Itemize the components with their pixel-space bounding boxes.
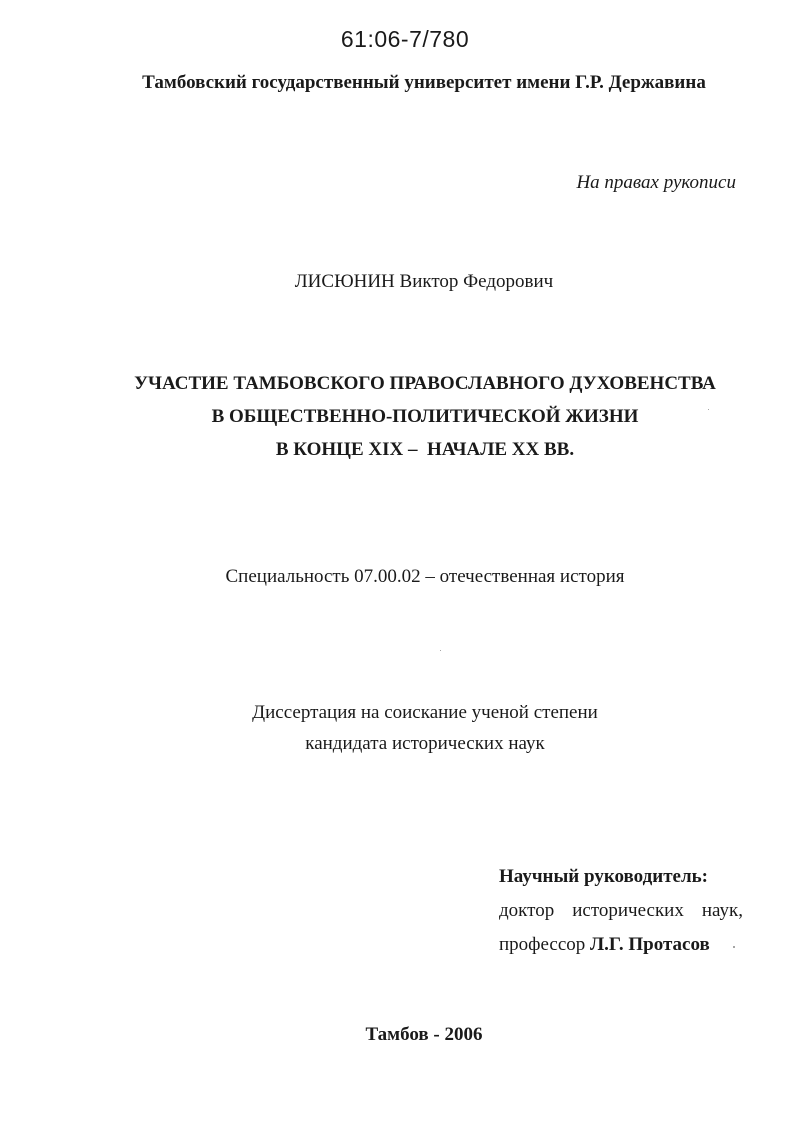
dissertation-title bbox=[0, 367, 798, 466]
supervisor-position-line bbox=[499, 928, 743, 962]
degree-statement-line-2: кандидата исторических наук bbox=[305, 733, 545, 754]
degree-statement bbox=[0, 697, 798, 759]
supervisor-block bbox=[499, 860, 743, 962]
supervisor-degree: доктор исторических наук, bbox=[499, 900, 743, 921]
scan-speck bbox=[708, 409, 709, 410]
university-name: Тамбовский государственный университет имени Г.Р. Державина bbox=[142, 72, 706, 93]
title-line-1: УЧАСТИЕ ТАМБОВСКОГО ПРАВОСЛАВНОГО ДУХОВЕНСТВА bbox=[134, 373, 716, 394]
title-line-2: В ОБЩЕСТВЕННО-ПОЛИТИЧЕСКОЙ ЖИЗНИ bbox=[211, 406, 639, 427]
degree-statement-line-1: Диссертация на соискание ученой степени bbox=[252, 702, 598, 723]
supervisor-name: Л.Г. Протасов bbox=[590, 934, 710, 955]
scan-speck bbox=[733, 946, 735, 948]
supervisor-position: профессор bbox=[499, 934, 586, 955]
supervisor-heading: Научный руководитель: bbox=[499, 866, 708, 887]
archive-code: 61:06-7/780 bbox=[340, 26, 470, 52]
manuscript-note: На правах рукописи bbox=[576, 172, 736, 193]
scan-speck bbox=[440, 650, 441, 651]
author-name: ЛИСЮНИН Виктор Федорович bbox=[294, 271, 554, 292]
city-year: Тамбов - 2006 bbox=[365, 1024, 483, 1045]
specialty: Специальность 07.00.02 – отечественная история bbox=[225, 566, 625, 587]
title-line-3: В КОНЦЕ XIX – НАЧАЛЕ XX ВВ. bbox=[275, 439, 575, 460]
